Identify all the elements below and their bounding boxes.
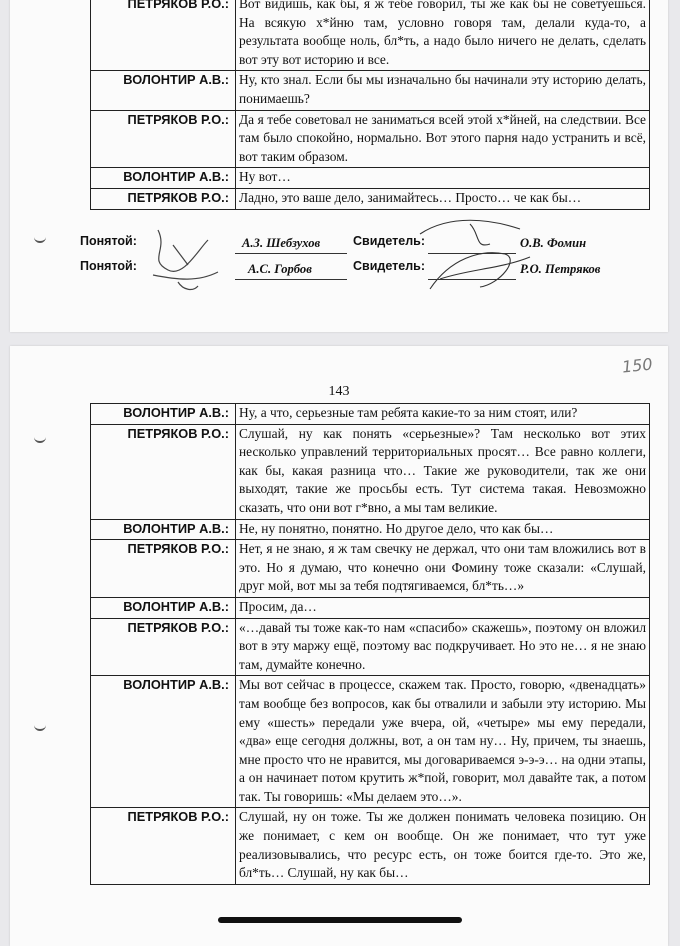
document-page-previous	[10, 0, 668, 332]
witness-label: Понятой:	[80, 259, 137, 273]
speaker-cell: ВОЛОНТИР А.В.:	[91, 404, 236, 425]
utterance-cell: Ладно, это ваше дело, занимайтесь… Просто… че как бы…	[236, 188, 650, 209]
page-number: 143	[328, 384, 350, 399]
utterance-cell: Ну вот…	[236, 168, 650, 189]
utterance-cell: Просим, да…	[236, 597, 650, 618]
utterance-cell: Да я тебе советовал не заниматься всей этой х*йней, на следствии. Все там было спокойно, нормально. Вот этого парня надо устранить и всё, вот таким образом.	[236, 110, 650, 168]
speaker-cell: ПЕТРЯКОВ Р.О.:	[91, 424, 236, 519]
table-row	[91, 424, 650, 519]
speaker-cell: ВОЛОНТИР А.В.:	[91, 519, 236, 540]
testifier-name: Р.О. Петряков	[520, 262, 601, 276]
witness-name: А.С. Горбов	[248, 262, 312, 276]
table-row	[91, 71, 650, 110]
signature-line	[235, 253, 347, 254]
utterance-cell: Слушай, ну он тоже. Ты же должен понимать человека позицию. Он же понимает, с кем он вообще. Он же понимает, что тут уже реализовывались, что ресурс есть, он тоже боится где-то. Это же, бл*ть… Слушай, ну как бы…	[236, 808, 650, 884]
speaker-cell: ПЕТРЯКОВ Р.О.:	[91, 618, 236, 676]
binder-hole-icon	[34, 232, 46, 243]
table-row	[91, 188, 650, 209]
document-page-current	[10, 346, 668, 946]
utterance-cell: Вот видишь, как бы, я ж тебе говорил, ты же как бы не советуешься. На всякую х*йню там, условно говоря там, делали куда-то, а результата вообще ноль, бл*ть, а надо было ничего не делать, сделать вот эту вот историю и все.	[236, 0, 650, 71]
testifier-label: Свидетель:	[353, 259, 425, 273]
handwritten-signature-icon	[138, 220, 233, 300]
table-row	[91, 404, 650, 425]
utterance-cell: «…давай ты тоже как-то нам «спасибо» скажешь», поэтому он вложил вот в эту маржу ещё, поэтому вас подкручивает. Но это не… я не знаю там, думайте конечно.	[236, 618, 650, 676]
table-row	[91, 808, 650, 884]
table-row	[91, 0, 650, 71]
speaker-cell: ПЕТРЯКОВ Р.О.:	[91, 188, 236, 209]
table-row	[91, 110, 650, 168]
witness-label: Понятой:	[80, 234, 137, 248]
speaker-cell: ПЕТРЯКОВ Р.О.:	[91, 0, 236, 71]
binder-hole-icon	[34, 720, 46, 731]
speaker-cell: ПЕТРЯКОВ Р.О.:	[91, 808, 236, 884]
utterance-cell: Слушай, ну как понять «серьезные»? Там несколько вот этих несколько управлений территориальных просят… Все равно коллеги, как бы, какая разница что… Такие же руководители, так же они выходят, такие же просьбы есть. Тут система такая. Невозможно сказать, что они вот г*вно, а мы там великие.	[236, 424, 650, 519]
signature-line	[235, 279, 347, 280]
utterance-cell: Не, ну понятно, понятно. Но другое дело, что как бы…	[236, 519, 650, 540]
speaker-cell: ВОЛОНТИР А.В.:	[91, 597, 236, 618]
table-row	[91, 618, 650, 676]
handwritten-page-number: 150	[621, 354, 654, 377]
handwritten-signature-icon	[410, 209, 550, 304]
utterance-cell: Нет, я не знаю, я ж там свечку не держал, что они там вложились вот в это. Но я думаю, что конечно они Фомину тоже сказали: «Слушай, друг мой, вот мы за тебя подтягиваемся, бл*ть…»	[236, 540, 650, 598]
table-row	[91, 676, 650, 808]
utterance-cell: Ну, а что, серьезные там ребята какие-то за ним стоят, или?	[236, 404, 650, 425]
home-indicator-bar[interactable]	[218, 917, 462, 923]
table-row	[91, 519, 650, 540]
binder-hole-icon	[34, 432, 46, 443]
table-row	[91, 597, 650, 618]
speaker-cell: ВОЛОНТИР А.В.:	[91, 71, 236, 110]
witness-name: А.З. Шебзухов	[242, 236, 321, 250]
testifier-label: Свидетель:	[353, 234, 425, 248]
table-row	[91, 540, 650, 598]
speaker-cell: ВОЛОНТИР А.В.:	[91, 676, 236, 808]
utterance-cell: Ну, кто знал. Если бы мы изначально бы начинали эту историю делать, понимаешь?	[236, 71, 650, 110]
table-row	[91, 168, 650, 189]
transcript-table	[90, 0, 650, 210]
speaker-cell: ПЕТРЯКОВ Р.О.:	[91, 540, 236, 598]
utterance-cell: Мы вот сейчас в процессе, скажем так. Просто, говорю, «двенадцать» там вообще без вопросов, как бы отвалили и забыли эту историю. Мы ему «шесть» передали уже вчера, ой, «четыре» мы ему передали, «два» еще сегодня должны, вот, а он там ну… Ну, причем, ты знаешь, мне просто что не нравится, мы договариваемся э-э-э… на одни этапы, а он начинает потом крутить ж*пой, говорит, мол давайте так, а потом так. Ты говоришь: «Мы делаем это…».	[236, 676, 650, 808]
speaker-cell: ПЕТРЯКОВ Р.О.:	[91, 110, 236, 168]
transcript-table	[90, 403, 650, 885]
testifier-name: О.В. Фомин	[520, 236, 587, 250]
speaker-cell: ВОЛОНТИР А.В.:	[91, 168, 236, 189]
